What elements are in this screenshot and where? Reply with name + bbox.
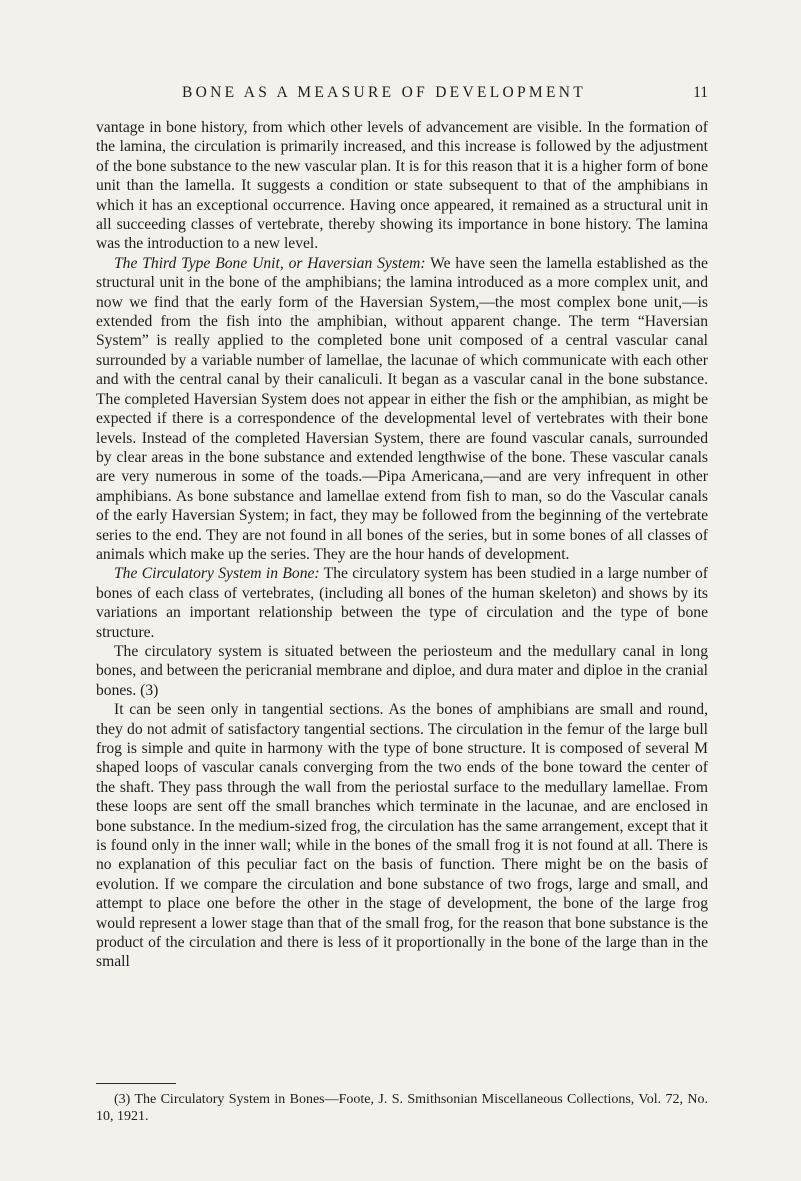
- footnote: (3) The Circulatory System in Bones—Foote, J. S. Smithsonian Miscellaneous Collections, Vol. 72, No. 10, 1921.: [96, 1092, 708, 1124]
- section-heading-haversian: The Third Type Bone Unit, or Haversian System:: [114, 254, 426, 272]
- page-number: 11: [693, 84, 708, 101]
- running-head: [96, 84, 708, 106]
- footnote-divider: [96, 1083, 176, 1084]
- paragraph-text: The circulatory system has been studied in a large number of bones of each class of vertebrates, (including all bones of the human skeleton) and shows by its variations an important relationship between the type of circulation and the type of bone structure.: [96, 565, 708, 641]
- paragraph-text: We have seen the lamella established as the structural unit in the bone of the amphibians; the lamina introduced as a more complex unit, and now we find that the early form of the Haversian System,—the most complex bone unit,—is extended from the fish into the amphibian, without apparent change. The term “Haversian System” is really applied to the completed bone unit composed of a central vascular canal surrounded by a variable number of lamellae, the lacunae of which communicate with each other and with the central canal by their canaliculi. It began as a vascular canal in the bone substance. The completed Haversian System does not appear in either the fish or the amphibian, as might be expected if there is a correspondence of the developmental level of vertebrates with their bone levels. Instead of the completed Haversian System, there are found vascular canals, surrounded by clear areas in the bone substance and extended lengthwise of the bone. These vascular canals are very numerous in some of the toads.—Pipa Americana,—and are very infrequent in other amphibians. As bone substance and lamellae extend from fish to man, so do the Vascular canals of the early Haversian System; in fact, they may be followed from the beginning of the vertebrate series to the end. They are not found in all bones of the series, but in some bones of all classes of animals which make up the series. They are the hour hands of development.: [96, 254, 708, 563]
- paragraph-circulation-location: The circulatory system is situated between the periosteum and the medullary canal in long bones, and between the pericranial membrane and diploe, and dura mater and diploe in the cranial bones. (3): [96, 642, 708, 699]
- section-heading-circulatory: The Circulatory System in Bone:: [114, 565, 320, 583]
- paragraph-circulatory-system: [96, 564, 708, 642]
- running-title: BONE AS A MEASURE OF DEVELOPMENT: [182, 84, 587, 101]
- paragraph-tangential-sections: It can be seen only in tangential sections. As the bones of amphibians are small and round, they do not admit of satisfactory tangential sections. The circulation in the femur of the large bull frog is simple and quite in harmony with the type of bone structure. It is composed of several M shaped loops of vascular canals converging from the two ends of the bone toward the center of the shaft. They pass through the wall from the periostal surface to the medullary lamellae. From these loops are sent off the small branches which terminate in the lacunae, and are enclosed in bone substance. In the medium-sized frog, the circulation has the same arrangement, except that it is found only in the inner wall; while in the bones of the small frog it is not found at all. There is no explanation of this peculiar fact on the basis of function. There might be on the basis of evolution. If we compare the circulation and bone substance of two frogs, large and small, and attempt to place one before the other in the stage of development, the bone of the large frog would represent a lower stage than that of the small frog, for the reason that bone substance is the product of the circulation and there is less of it proportionally in the bone of the large than in the small: [96, 701, 708, 971]
- paragraph-haversian-system: [96, 254, 708, 565]
- body-text: [96, 118, 708, 972]
- paragraph-lamina: vantage in bone history, from which other levels of advancement are visible. In the formation of the lamina, the circulation is primarily increased, and this increase is followed by the adjustment of the bone substance to the new vascular plan. It is for this reason that it is a higher form of bone unit than the lamella. It suggests a condition or state subsequent to that of the amphibians in which it has an exceptional occurrence. Having once appeared, it remained as a structural unit in all succeeding classes of vertebrate, thereby showing its importance in bone history. The lamina was the introduction to a new level.: [96, 119, 708, 253]
